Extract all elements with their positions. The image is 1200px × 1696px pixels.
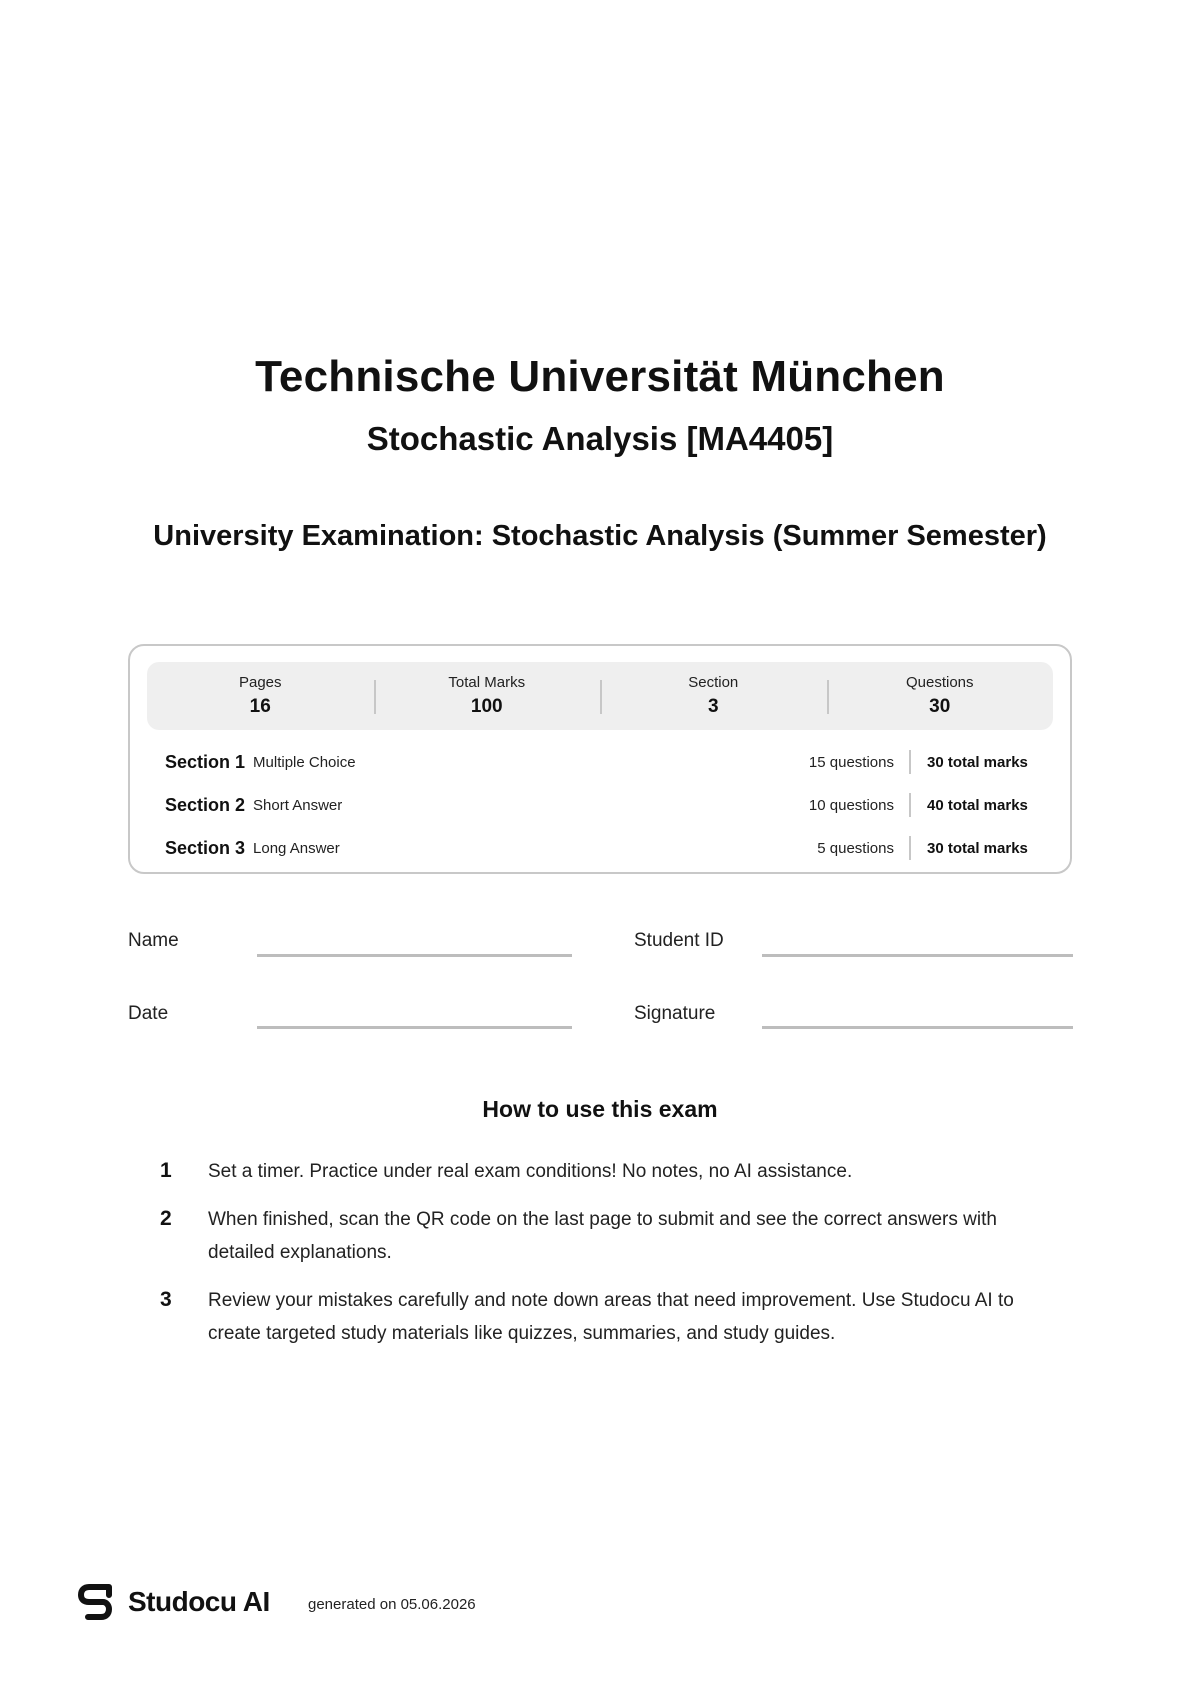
- signature-line[interactable]: [762, 1026, 1073, 1029]
- stat-label: Questions: [905, 674, 974, 691]
- step-number: 1: [160, 1159, 172, 1182]
- step-text: Review your mistakes carefully and note down areas that need improvement. Use Studocu AI to create targeted study materials like quizzes, summaries, and study guides.: [208, 1290, 1014, 1344]
- date-line[interactable]: [257, 1026, 572, 1029]
- section-marks: 40 total marks: [927, 796, 1028, 814]
- step-text: Set a timer. Practice under real exam conditions! No notes, no AI assistance.: [208, 1161, 853, 1182]
- section-row-1: [165, 747, 1039, 777]
- section-questions: 10 questions: [808, 796, 894, 814]
- stat-value: 100: [470, 696, 503, 717]
- name-label: Name: [128, 930, 179, 951]
- step-number: 3: [160, 1288, 172, 1311]
- stat-label: Pages: [238, 674, 282, 691]
- stat-total-marks: [374, 662, 601, 730]
- student-id-line[interactable]: [762, 954, 1073, 957]
- exam-info-box: [128, 644, 1072, 874]
- footer-generated-date: generated on 05.06.2026: [308, 1596, 476, 1613]
- stat-questions: [827, 662, 1054, 730]
- section-name: Section 2: [165, 794, 246, 815]
- stat-pages: [147, 662, 374, 730]
- studocu-logo-icon: [78, 1584, 114, 1620]
- student-id-label: Student ID: [634, 930, 724, 951]
- howto-title: How to use this exam: [482, 1096, 718, 1122]
- footer-brand: Studocu AI: [128, 1586, 270, 1617]
- step-text: When finished, scan the QR code on the last page to submit and see the correct answers with detailed explanations.: [208, 1209, 997, 1263]
- stat-label: Section: [688, 674, 739, 691]
- signature-label: Signature: [634, 1003, 716, 1024]
- section-type: Multiple Choice: [253, 753, 356, 771]
- section-marks: 30 total marks: [927, 753, 1028, 771]
- stat-value: 3: [707, 696, 719, 717]
- exam-title: University Examination: Stochastic Analysis (Summer Semester): [153, 520, 1047, 552]
- stat-section: [600, 662, 827, 730]
- section-type: Short Answer: [253, 796, 343, 814]
- stat-value: 16: [249, 696, 271, 717]
- section-name: Section 1: [165, 751, 246, 772]
- course-title: Stochastic Analysis [MA4405]: [366, 420, 834, 457]
- stat-value: 30: [929, 696, 951, 717]
- section-row-2: [165, 790, 1039, 820]
- section-type: Long Answer: [253, 839, 340, 857]
- stat-label: Total Marks: [448, 674, 526, 691]
- step-number: 2: [160, 1207, 172, 1230]
- section-row-3: [165, 833, 1039, 863]
- section-marks: 30 total marks: [927, 839, 1028, 857]
- section-questions: 15 questions: [808, 753, 894, 771]
- name-line[interactable]: [257, 954, 572, 957]
- exam-stats-bar: [147, 662, 1053, 730]
- university-title: Technische Universität München: [255, 352, 945, 401]
- section-name: Section 3: [165, 837, 246, 858]
- date-label: Date: [128, 1003, 169, 1024]
- section-questions: 5 questions: [817, 839, 894, 857]
